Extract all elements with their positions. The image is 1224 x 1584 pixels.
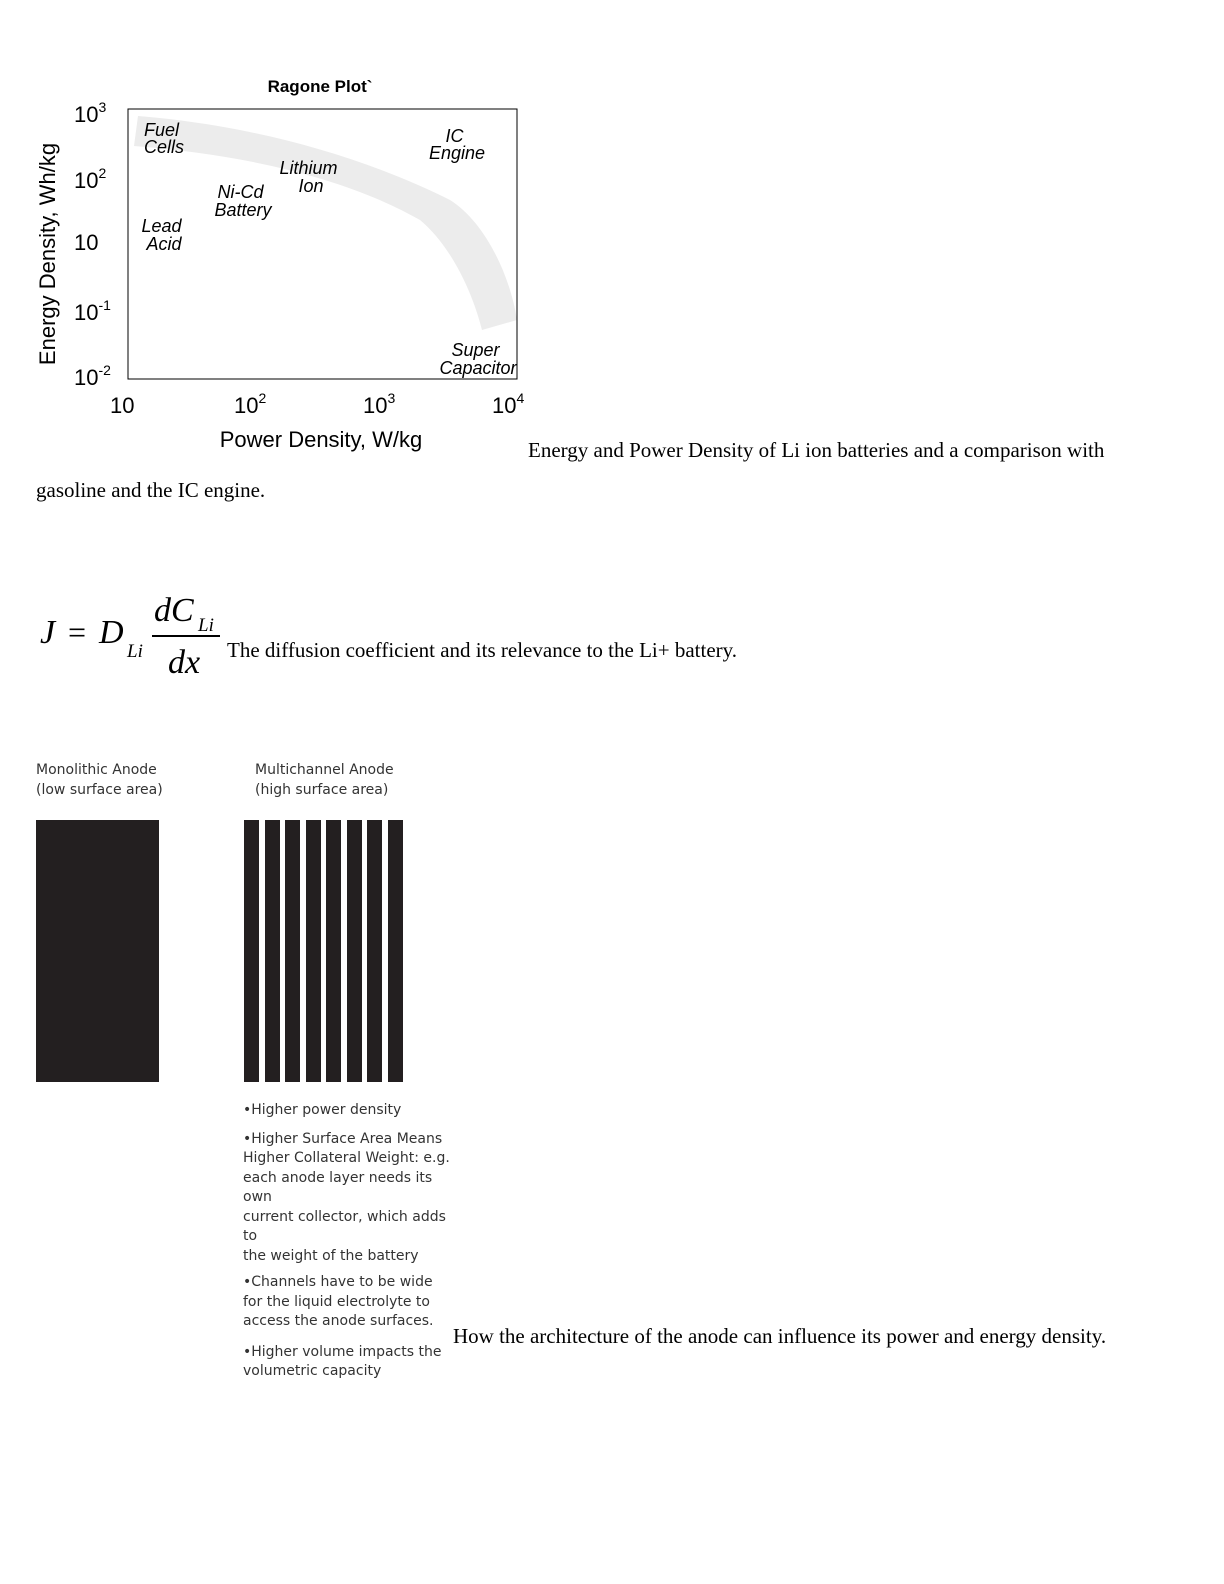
x-tick-label bbox=[110, 393, 134, 418]
svg-text:10: 10 bbox=[74, 230, 99, 255]
x-tick-label bbox=[234, 390, 266, 418]
equation-numerator: dC bbox=[154, 592, 194, 629]
equation-coefficient: D bbox=[99, 614, 124, 651]
bullet-item bbox=[243, 1101, 463, 1121]
svg-text:102: $10^2$ bbox=[234, 390, 267, 418]
ragone-plot bbox=[30, 70, 550, 470]
bullet-line: volumetric capacity bbox=[243, 1363, 382, 1379]
bullet-line: •Higher power density bbox=[243, 1102, 402, 1118]
y-tick-label bbox=[74, 362, 111, 390]
region-label-lithium-ion: Lithium Ion bbox=[279, 158, 338, 196]
label-line: (low surface area) bbox=[36, 782, 163, 798]
x-tick-label bbox=[363, 390, 395, 418]
equation-lhs: J bbox=[40, 614, 56, 651]
bullet-line: •Higher Surface Area Means bbox=[243, 1130, 443, 1147]
svg-text:103: $10^3$ bbox=[74, 99, 107, 127]
diffusion-caption: The diffusion coefficient and its relevance to the Li+ battery. bbox=[227, 638, 738, 662]
bullet-line: •Channels have to be wide bbox=[243, 1274, 433, 1290]
anode-channel-strip bbox=[347, 820, 362, 1082]
svg-text:10-1: $10^{-1}$ bbox=[74, 297, 111, 325]
bullet-line: the weight of the battery bbox=[243, 1247, 419, 1264]
x-tick-label bbox=[492, 390, 524, 418]
region-label-lead-acid: Lead Acid bbox=[141, 216, 182, 254]
y-tick-label bbox=[74, 230, 98, 255]
anode-channel-strip bbox=[285, 820, 300, 1082]
equation-denominator: dx bbox=[168, 644, 201, 681]
monolithic-anode-label bbox=[36, 760, 163, 800]
ragone-caption-line1: Energy and Power Density of Li ion batteries and a comparison with bbox=[528, 438, 1105, 462]
y-tick-label bbox=[74, 99, 106, 127]
anode-channel-strip bbox=[326, 820, 341, 1082]
anode-channel-strip bbox=[265, 820, 280, 1082]
anode-channel-strip bbox=[306, 820, 321, 1082]
ragone-caption-line2: gasoline and the IC engine. bbox=[36, 478, 266, 502]
y-tick-label bbox=[74, 297, 111, 325]
anode-channel-strip bbox=[367, 820, 382, 1082]
svg-text:103: $10^3$ bbox=[363, 390, 396, 418]
y-tick-label bbox=[74, 165, 106, 193]
bullet-line: •Higher volume impacts the bbox=[243, 1343, 442, 1360]
multichannel-anode bbox=[244, 820, 404, 1082]
multichannel-anode-label bbox=[255, 760, 394, 800]
bullet-line: each anode layer needs its own bbox=[243, 1169, 433, 1205]
region-label-fuel-cells: Fuel Cells bbox=[143, 120, 185, 157]
region-label-super-capacitor: Super Capacitor bbox=[439, 340, 517, 378]
x-axis-label: Power Density, W/kg bbox=[219, 427, 423, 452]
svg-text:102: $10^2$ bbox=[74, 165, 107, 193]
anode-channel-strip bbox=[244, 820, 259, 1082]
anode-channel-strip bbox=[388, 820, 403, 1082]
bullet-line: for the liquid electrolyte to bbox=[243, 1293, 430, 1310]
equation-coefficient-subscript: Li bbox=[127, 641, 143, 662]
diffusion-equation bbox=[36, 585, 226, 685]
equation-equals: = bbox=[68, 614, 87, 650]
svg-text:10: 10 bbox=[110, 393, 135, 418]
equation-numerator-subscript: Li bbox=[198, 615, 214, 636]
label-line: (high surface area) bbox=[255, 782, 389, 798]
bullet-line: Higher Collateral Weight: e.g. bbox=[243, 1150, 450, 1166]
bullet-line: access the anode surfaces. bbox=[243, 1313, 434, 1329]
bullet-line: current collector, which adds to bbox=[243, 1208, 446, 1244]
anode-bullets bbox=[243, 1101, 463, 1382]
bullet-item bbox=[243, 1273, 463, 1332]
chart-title: Ragone Plot` bbox=[267, 77, 373, 96]
svg-text:10-2: $10^{-2}$ bbox=[74, 362, 111, 390]
label-line: Monolithic Anode bbox=[36, 762, 157, 778]
y-axis-label: Energy Density, Wh/kg bbox=[35, 142, 60, 366]
region-label-ni-cd-battery: Ni-Cd Battery bbox=[214, 182, 272, 220]
anode-caption: How the architecture of the anode can influence its power and energy density. bbox=[453, 1324, 1107, 1348]
bullet-item bbox=[243, 1343, 463, 1382]
svg-text:104: $10^4$ bbox=[492, 390, 525, 418]
monolithic-anode-block bbox=[36, 820, 159, 1082]
region-label-ic-engine: IC Engine bbox=[428, 126, 486, 163]
bullet-item bbox=[243, 1130, 463, 1267]
label-line: Multichannel Anode bbox=[255, 762, 394, 778]
